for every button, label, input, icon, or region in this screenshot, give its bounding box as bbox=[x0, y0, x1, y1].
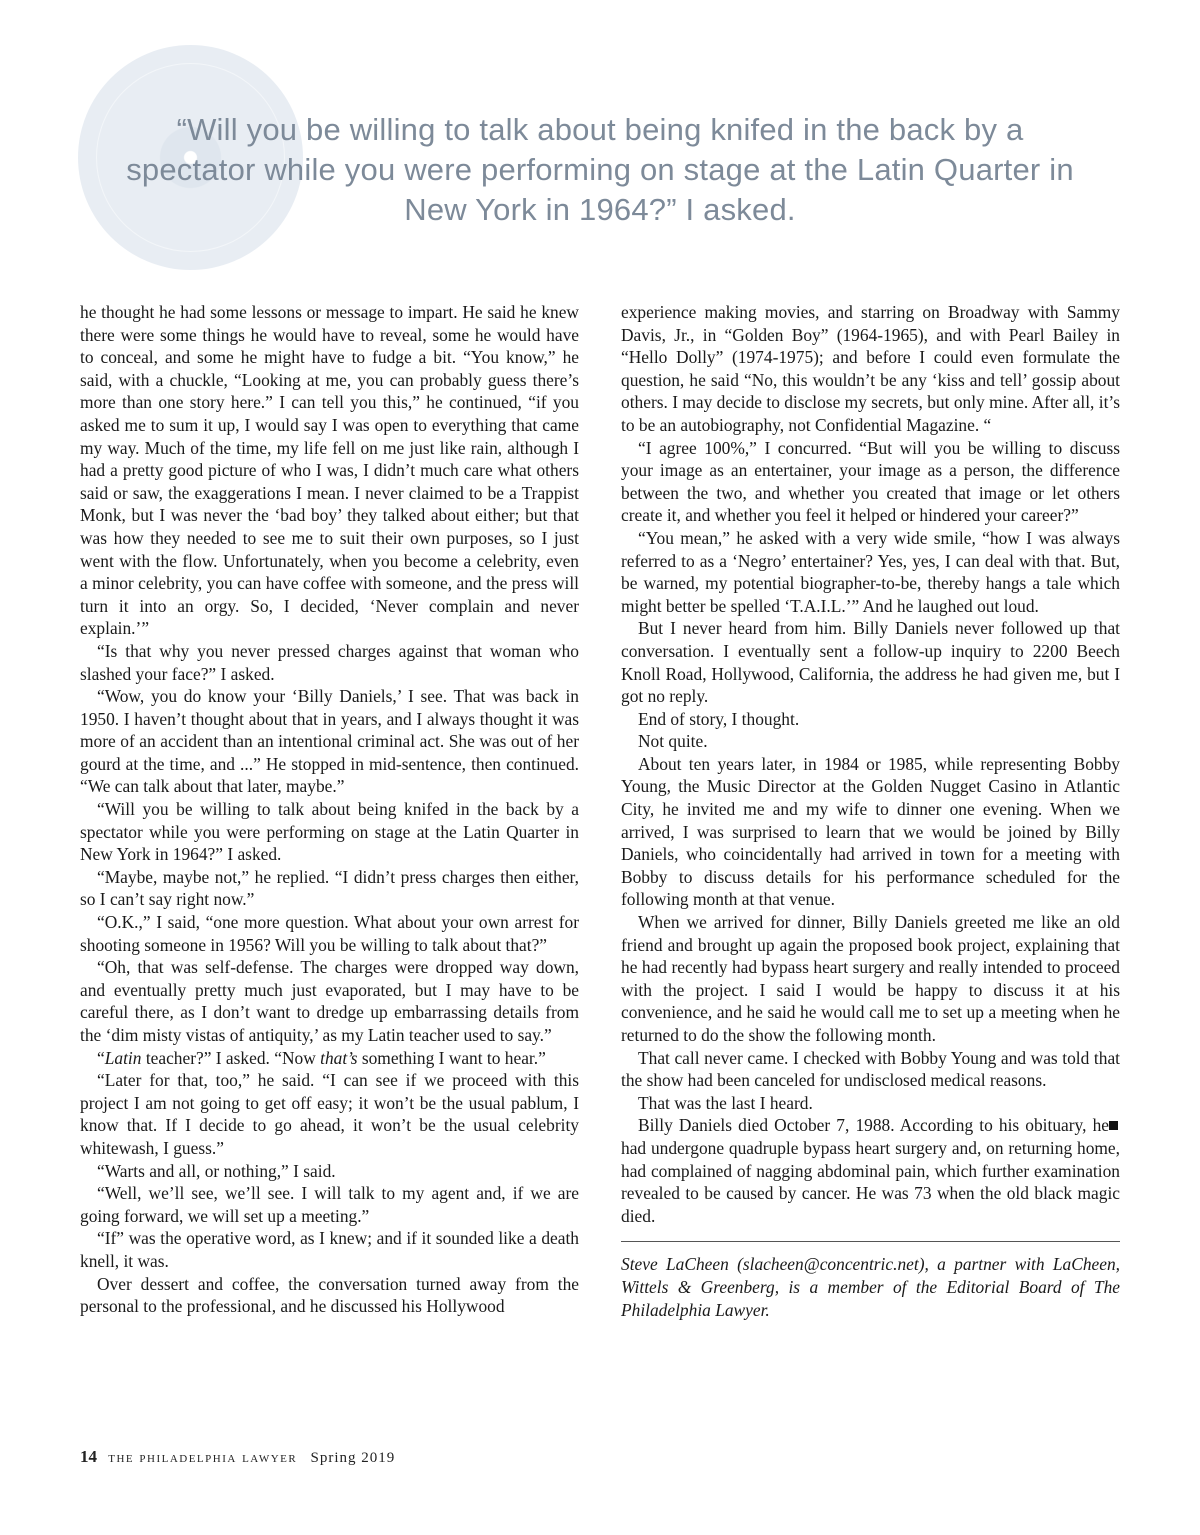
paragraph: “I agree 100%,” I concurred. “But will you be willing to discuss your image as an entertainer, your image as a person, the difference between the two, and whether you created that image or let others create it, and whether you feel it helped or hindered your career?” bbox=[621, 437, 1120, 526]
pull-quote: “Will you be willing to talk about being knifed in the back by a spectator while you were performing on stage at the Latin Quarter in New York in 1964?” I asked. bbox=[126, 112, 1074, 227]
paragraph: Not quite. bbox=[638, 731, 708, 752]
page-footer bbox=[80, 1447, 395, 1467]
author-bio: Steve LaCheen (slacheen@concentric.net), a partner with LaCheen, Wittels & Greenberg, is a member of the Editorial Board of The Philadelphia Lawyer. bbox=[621, 1254, 1120, 1320]
paragraph: “O.K.,” I said, “one more question. What about your own arrest for shooting someone in 1956? Will you be willing to talk about that?” bbox=[80, 912, 579, 955]
text-run: something I want to hear.” bbox=[357, 1047, 546, 1068]
paragraph: “Maybe, maybe not,” he replied. “I didn’t press charges then either, so I can’t say right now.” bbox=[80, 866, 579, 910]
text-run: Billy Daniels died October 7, 1988. According to his obituary, he had undergone quadruple bypass heart surgery and, on returning home, had complained of nagging abdominal pain, which further examination revealed to be caused by cancer. He was 73 when the old black magic died. bbox=[621, 1115, 1120, 1226]
paragraph: “Will you be willing to talk about being knifed in the back by a spectator while you were performing on stage at the Latin Quarter in New York in 1964?” I asked. bbox=[80, 799, 579, 865]
divider bbox=[621, 1241, 1120, 1242]
paragraph: “If” was the operative word, as I knew; and if it sounded like a death knell, it was. bbox=[80, 1228, 579, 1271]
paragraph: “Wow, you do know your ‘Billy Daniels,’ I see. That was back in 1950. I haven’t thought about that in years, and I always thought it was more of an accident than an intentional criminal act. She was out of her gourd at the time, and ...” He stopped in mid-sentence, then continued. “We can talk about that later, maybe.” bbox=[80, 686, 579, 797]
paragraph: “Warts and all, or nothing,” I said. bbox=[97, 1160, 336, 1181]
paragraph: When we arrived for dinner, Billy Daniels greeted me like an old friend and brought up again the proposed book project, explaining that he had recently had bypass heart surgery and really intended to proceed with the project. I said I would be happy to discuss it at his convenience, and he said he would call me to set up a meeting when he returned to do the show the following month. bbox=[621, 912, 1120, 1045]
end-mark-icon bbox=[1109, 1121, 1118, 1130]
paragraph bbox=[80, 1047, 579, 1070]
left-column bbox=[80, 301, 579, 1321]
paragraph: That call never came. I checked with Bobby Young and was told that the show had been canceled for undisclosed medical reasons. bbox=[621, 1047, 1120, 1091]
emphasis: Latin bbox=[104, 1047, 142, 1068]
paragraph: About ten years later, in 1984 or 1985, while representing Bobby Young, the Music Director at the Golden Nugget Casino in Atlantic City, he invited me and my wife to dinner one evening. When we arrived, I was surprised to learn that we would be joined by Billy Daniels, who coincidentally had arrived in town for a meeting with Bobby to discuss details for his performance scheduled for the following month at that venue. bbox=[621, 753, 1120, 910]
text-run: “ bbox=[97, 1047, 105, 1068]
paragraph bbox=[621, 1114, 1120, 1227]
paragraph: “Oh, that was self-defense. The charges were dropped way down, and eventually pretty much just evaporated, but I may have to be careful there, as I don’t want to dredge up embarrassing details from the ‘dim misty vistas of antiquity,’ as my Latin teacher used to say.” bbox=[80, 957, 579, 1045]
paragraph: That was the last I heard. bbox=[638, 1092, 813, 1113]
paragraph: “Later for that, too,” he said. “I can see if we proceed with this project I am not going to get off easy; it won’t be the usual pablum, I know that. If I decide to go ahead, it won’t be the usual celebrity whitewash, I guess.” bbox=[80, 1070, 579, 1158]
page-number: 14 bbox=[80, 1447, 97, 1466]
magazine-name: the philadelphia lawyer bbox=[108, 1450, 298, 1466]
paragraph: experience making movies, and starring on Broadway with Sammy Davis, Jr., in “Golden Boy” (1964-1965), and with Pearl Bailey in “Hello Dolly” (1974-1975); and before I could even formulate the question, he said “No, this wouldn’t be any ‘kiss and tell’ gossip about others. I may decide to disclose my secrets, but only mine. After all, it’s to be an autobiography, not Confidential Magazine. “ bbox=[621, 302, 1120, 435]
article-body bbox=[80, 301, 1120, 1321]
paragraph: End of story, I thought. bbox=[638, 708, 800, 729]
paragraph: Over dessert and coffee, the conversation turned away from the personal to the professional, and he discussed his Hollywood bbox=[80, 1273, 579, 1317]
right-column bbox=[621, 301, 1120, 1321]
paragraph: But I never heard from him. Billy Daniels never followed up that conversation. I eventually sent a follow-up inquiry to 2200 Beech Knoll Road, Hollywood, California, the address he had given me, but I got no reply. bbox=[621, 618, 1120, 707]
paragraph: “Well, we’ll see, we’ll see. I will talk to my agent and, if we are going forward, we will set up a meeting.” bbox=[80, 1183, 579, 1226]
emphasis: that’s bbox=[320, 1047, 358, 1068]
paragraph: “Is that why you never pressed charges against that woman who slashed your face?” I asked. bbox=[80, 640, 579, 684]
paragraph: “You mean,” he asked with a very wide smile, “how I was always referred to as a ‘Negro’ entertainer? Yes, yes, I can deal with that. But, be warned, my potential biographer-to-be, thereby hangs a tale which might better be spelled ‘T.A.I.L.’” And he laughed out loud. bbox=[621, 527, 1120, 616]
issue-date: Spring 2019 bbox=[310, 1450, 396, 1466]
paragraph: he thought he had some lessons or message to impart. He said he knew there were some things he would have to reveal, some he would have to conceal, and some he might have to fudge a bit. “You know,” he said, with a chuckle, “Looking at me, you can probably guess there’s more than one story here.” I can tell you this,” he continued, “if you asked me to sum it up, I would say I was open to everything that came my way. Much of the time, my life fell on me just like rain, although I had a pretty good picture of who I was, I didn’t much care what others said or saw, the exaggerations I mean. I never claimed to be a Trappist Monk, but I was never the ‘bad boy’ they talked about either; but that was how they needed to see me to suit their own purposes, so I just went with the flow. Unfortunately, when you become a celebrity, even a minor celebrity, you can have coffee with someone, and the press will turn it into an orgy. So, I decided, ‘Never complain and never explain.’” bbox=[80, 302, 579, 639]
text-run: teacher?” I asked. “Now bbox=[141, 1047, 321, 1068]
